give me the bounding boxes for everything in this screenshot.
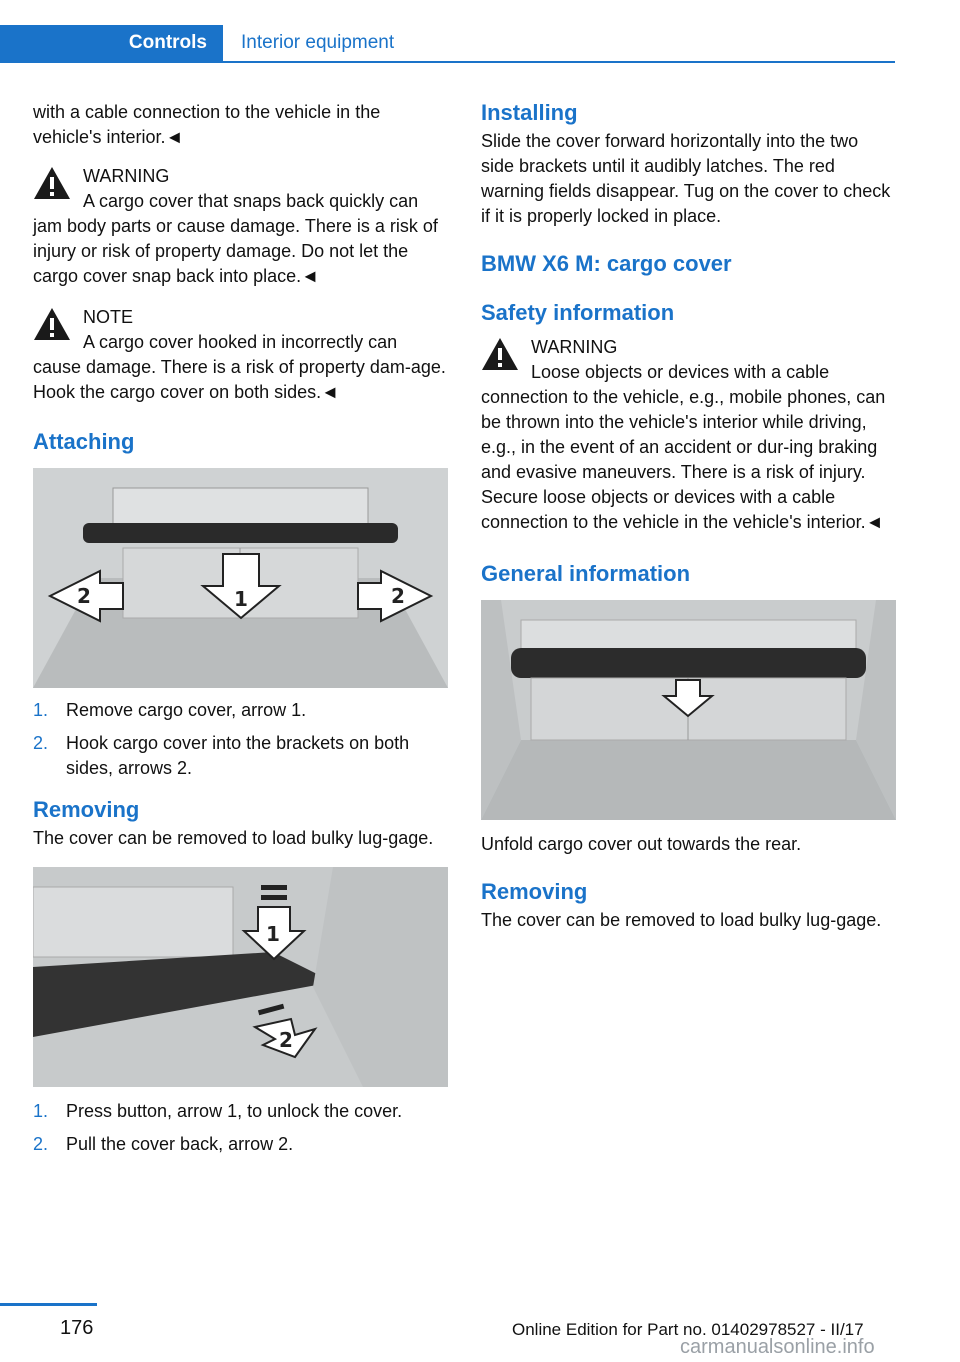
step-number: 1. xyxy=(33,700,49,720)
general-heading: General information xyxy=(481,561,691,586)
right-column xyxy=(481,100,896,933)
arrow-label-2: 2 xyxy=(279,1028,293,1052)
safety-heading: Safety information xyxy=(481,300,675,325)
cargo-cover-figure xyxy=(481,600,896,820)
attaching-heading: Attaching xyxy=(33,429,135,454)
header-bar xyxy=(0,25,895,63)
list-item xyxy=(33,1132,448,1157)
warning-text: Loose objects or devices with a cable connection to the vehicle, e.g., mobile phones, can be thrown into the vehicle's interior while driving, e.g., in the event of an accident or dur‐ing braking and evasive maneuvers. There is a risk of injury. Secure loose objects or devices with a cable connection to the vehicle in the vehicle's interior.◄ xyxy=(481,362,886,532)
list-item xyxy=(33,698,448,723)
warning-triangle-icon xyxy=(481,337,519,371)
note-text: A cargo cover hooked in incorrectly can cause damage. There is a risk of property dam‐age. Hook the cargo cover on both sides.◄ xyxy=(33,332,446,402)
tab-interior-equipment[interactable]: Interior equipment xyxy=(241,32,395,53)
warning-title: WARNING xyxy=(83,166,170,186)
warning-triangle-icon xyxy=(33,166,71,200)
warning-block xyxy=(33,164,448,289)
watermark: carmanualsonline.info xyxy=(680,1336,875,1358)
step-number: 1. xyxy=(33,1101,49,1121)
general-text: Unfold cargo cover out towards the rear. xyxy=(481,834,802,854)
warning-text: A cargo cover that snaps back quickly can jam body parts or cause damage. There is a risk of injury or risk of property damage. Do not let the cargo cover snap back into place.◄ xyxy=(33,191,438,286)
x6m-heading: BMW X6 M: cargo cover xyxy=(481,251,732,276)
step-text: Pull the cover back, arrow 2. xyxy=(66,1134,294,1154)
removing-steps xyxy=(33,1099,448,1157)
left-column xyxy=(33,100,448,1165)
removing-text: The cover can be removed to load bulky lug‐gage. xyxy=(33,828,434,848)
step-text: Press button, arrow 1, to unlock the cover. xyxy=(66,1101,403,1121)
arrow-label-1: 1 xyxy=(266,922,280,946)
cargo-attach-illustration xyxy=(33,468,448,688)
arrow-label-2-right: 2 xyxy=(391,584,405,608)
cargo-remove-figure xyxy=(33,867,448,1087)
step-text: Remove cargo cover, arrow 1. xyxy=(66,700,307,720)
step-number: 2. xyxy=(33,1134,49,1154)
removing-text-right: The cover can be removed to load bulky lug‐gage. xyxy=(481,910,882,930)
warning-title: WARNING xyxy=(531,337,618,357)
edition-text: Online Edition for Part no. 01402978527 - II/17 xyxy=(512,1320,864,1339)
intro-text: with a cable connection to the vehicle in the vehicle's interior.◄ xyxy=(33,102,381,147)
footer-accent-line xyxy=(0,1303,97,1306)
installing-heading: Installing xyxy=(481,100,578,125)
cargo-attach-figure xyxy=(33,468,448,688)
page-number: 176 xyxy=(60,1317,94,1339)
note-title: NOTE xyxy=(83,307,134,327)
arrow-label-2-left: 2 xyxy=(77,584,91,608)
attaching-steps xyxy=(33,698,448,781)
installing-text: Slide the cover forward horizontally into the two side brackets until it audibly latches. The red warning fields disappear. Tug on the cover to check if it is properly locked in place. xyxy=(481,131,891,226)
removing-heading: Removing xyxy=(33,797,140,822)
list-item xyxy=(33,731,448,781)
warning-block xyxy=(481,335,896,535)
note-block xyxy=(33,305,448,405)
warning-triangle-icon xyxy=(33,307,71,341)
list-item xyxy=(33,1099,448,1124)
arrow-label-1: 1 xyxy=(234,587,248,611)
cargo-remove-illustration xyxy=(33,867,448,1087)
step-number: 2. xyxy=(33,733,49,753)
removing-heading-right: Removing xyxy=(481,879,588,904)
tab-controls[interactable]: Controls xyxy=(0,25,223,61)
cargo-cover-illustration xyxy=(481,600,896,820)
step-text: Hook cargo cover into the brackets on both sides, arrows 2. xyxy=(66,733,410,778)
